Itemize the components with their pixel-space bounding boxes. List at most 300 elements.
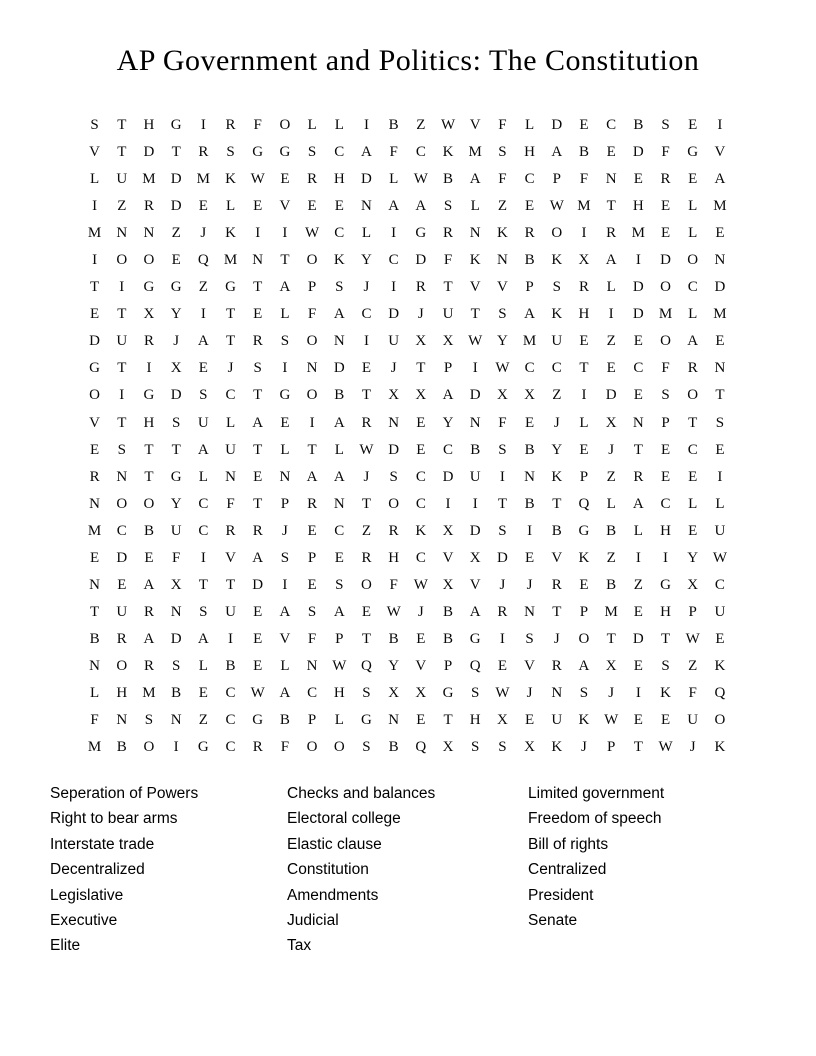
grid-cell: C [116,522,127,539]
grid-cell: M [604,603,618,620]
grid-cell: E [90,549,100,566]
grid-cell: B [606,522,617,539]
grid-cell: Q [415,739,427,756]
grid-cell: T [361,387,372,404]
grid-cell: U [116,603,128,620]
grid-cell: S [280,333,290,350]
grid-cell: E [198,685,208,701]
grid-cell: S [471,739,480,756]
grid-cell: A [197,441,209,458]
grid-cell: Z [171,225,181,242]
grid-cell: E [633,171,643,188]
grid-cell: O [116,252,128,269]
grid-cell: N [632,414,644,431]
grid-cell: M [522,333,537,350]
grid-cell: Z [497,198,507,215]
grid-cell: G [197,739,209,756]
grid-cell: N [496,252,508,269]
grid-cell: X [170,360,182,377]
grid-cell: I [717,117,723,134]
grid-cell: B [443,630,454,647]
grid-cell: R [252,739,263,756]
grid-cell: R [307,495,318,512]
grid-cell: I [391,279,397,296]
grid-cell: E [579,576,589,593]
grid-cell: E [660,712,671,729]
grid-cell: E [688,171,698,188]
grid-cell: T [280,252,290,269]
grid-cell: H [388,549,400,566]
grid-cell: E [416,630,426,647]
grid-cell: A [333,603,345,620]
puzzle-title: AP Government and Politics: The Constitution [116,44,700,77]
grid-cell: C [551,360,562,377]
grid-cell: M [631,225,646,242]
grid-cell: T [633,739,643,756]
grid-cell: N [89,657,101,674]
grid-cell: S [199,603,208,620]
grid-cell: D [496,549,508,566]
grid-cell: E [307,576,317,593]
grid-cell: E [90,306,100,323]
grid-cell: R [307,171,318,188]
grid-cell: P [661,414,670,431]
grid-cell: O [143,495,155,512]
grid-cell: T [144,468,154,485]
grid-cell: U [687,712,699,729]
grid-cell: E [606,360,616,377]
grid-cell: D [632,144,644,161]
grid-cell: G [279,144,291,161]
grid-cell: Z [606,333,616,350]
grid-cell: L [715,495,725,512]
grid-cell: C [687,279,698,296]
grid-cell: O [116,657,128,674]
grid-cell: R [89,468,100,485]
grid-cell: T [117,360,127,377]
grid-cell: V [279,630,291,647]
grid-cell: F [90,712,99,729]
grid-cell: U [551,712,563,729]
grid-cell: L [198,468,208,485]
grid-cell: O [551,225,563,242]
word-list-item: Judicial [287,912,339,930]
word-list-item: Decentralized [50,861,145,879]
grid-cell: S [443,198,453,215]
grid-cell: O [279,117,291,134]
grid-cell: D [361,171,372,188]
grid-cell: P [688,603,697,620]
grid-cell: C [415,468,426,485]
grid-cell: Q [714,685,726,701]
grid-cell: V [89,144,101,161]
grid-cell: U [225,441,236,458]
grid-cell: D [170,630,182,647]
grid-cell: E [688,117,698,134]
grid-cell: O [306,387,318,404]
grid-cell: P [579,603,589,620]
grid-cell: K [660,685,671,701]
grid-cell: H [632,198,644,215]
grid-cell: M [87,522,102,539]
grid-cell: S [498,441,507,458]
grid-cell: J [173,333,180,350]
grid-cell: V [469,576,481,593]
word-list-item: Executive [50,912,118,930]
grid-cell: T [253,495,263,512]
grid-cell: E [334,549,344,566]
grid-cell: V [469,117,481,134]
grid-cell: F [688,685,697,701]
grid-cell: S [471,685,480,701]
grid-cell: X [605,657,617,674]
grid-cell: L [579,414,589,431]
grid-cell: B [279,712,290,729]
grid-cell: B [606,576,617,593]
grid-cell: O [143,739,155,756]
grid-cell: Q [197,252,209,269]
grid-cell: S [199,387,208,404]
grid-cell: S [661,387,670,404]
grid-cell: W [495,685,510,701]
grid-cell: W [305,225,320,242]
grid-cell: Y [496,333,508,350]
grid-cell: P [307,549,317,566]
grid-cell: S [661,657,670,674]
word-list-item: Checks and balances [287,785,436,802]
grid-cell: E [280,171,290,188]
grid-cell: F [498,171,507,188]
grid-cell: W [359,441,374,458]
grid-cell: F [307,630,317,647]
grid-cell: V [89,414,101,431]
grid-cell: L [225,198,236,215]
word-list-item: Elite [50,937,81,955]
grid-cell: X [687,576,699,593]
grid-cell: T [361,630,372,647]
grid-cell: D [89,333,101,350]
grid-cell: E [416,712,426,729]
grid-cell: D [632,306,644,323]
word-list-column-3 [528,781,664,933]
grid-cell: X [469,549,481,566]
grid-cell: C [334,144,345,161]
grid-cell: E [715,333,725,350]
grid-cell: D [605,387,617,404]
grid-cell: T [688,414,698,431]
grid-cell: S [117,441,126,458]
grid-cell: H [469,712,481,729]
grid-cell: D [632,630,644,647]
grid-cell: V [496,279,508,296]
grid-cell: A [687,333,699,350]
grid-cell: X [388,685,400,701]
grid-cell: C [198,522,209,539]
grid-cell: Q [469,657,481,674]
grid-cell: C [198,495,209,512]
grid-cell: M [577,198,591,215]
grid-cell: D [388,441,400,458]
grid-cell: G [279,387,291,404]
grid-cell: B [89,630,100,647]
grid-cell: C [225,685,236,701]
grid-cell: E [525,549,535,566]
grid-cell: A [469,171,481,188]
grid-cell: X [442,739,454,756]
grid-cell: N [388,712,400,729]
grid-cell: I [527,522,533,539]
grid-cell: S [579,685,589,701]
grid-cell: L [688,198,698,215]
grid-cell: K [469,252,481,269]
grid-cell: N [551,685,563,701]
grid-cell: O [306,739,318,756]
grid-cell: H [143,414,155,431]
grid-cell: N [116,225,128,242]
grid-cell: L [90,685,100,701]
grid-cell: A [632,495,644,512]
grid-cell: E [144,549,154,566]
grid-cell: R [361,414,372,431]
grid-cell: O [89,387,101,404]
grid-cell: C [687,441,698,458]
grid-cell: J [363,468,370,485]
grid-cell: S [253,360,262,377]
grid-cell: R [198,144,209,161]
grid-cell: E [253,198,263,215]
grid-cell: E [660,198,671,215]
grid-cell: N [333,495,345,512]
grid-cell: V [469,279,481,296]
grid-cell: T [117,306,127,323]
grid-cell: J [608,685,615,701]
grid-cell: F [498,414,507,431]
grid-cell: B [334,387,345,404]
grid-cell: W [440,117,456,134]
word-list-item: Amendments [287,886,379,904]
grid-cell: U [714,522,726,539]
grid-cell: G [660,576,671,593]
grid-cell: A [469,603,481,620]
grid-cell: T [416,360,426,377]
grid-cell: N [469,414,481,431]
grid-cell: A [279,279,291,296]
grid-cell: N [388,414,400,431]
grid-cell: D [415,252,427,269]
grid-cell: N [252,252,264,269]
grid-cell: R [443,225,454,242]
grid-cell: W [468,333,483,350]
grid-cell: E [525,712,535,729]
grid-cell: N [225,468,236,485]
grid-cell: J [689,739,696,756]
grid-cell: S [525,630,534,647]
grid-cell: S [362,739,371,756]
grid-cell: Y [442,414,454,431]
grid-cell: T [171,441,181,458]
grid-cell: E [307,198,317,215]
word-list-item: Interstate trade [50,835,155,853]
letter-grid [81,112,734,761]
grid-cell: R [143,603,154,620]
grid-cell: N [170,712,182,729]
grid-cell: S [362,685,371,701]
grid-cell: E [280,414,290,431]
grid-cell: K [225,171,236,188]
grid-cell: Y [170,495,182,512]
grid-cell: F [226,495,235,512]
grid-cell: H [524,144,536,161]
grid-cell: C [524,360,535,377]
grid-cell: E [253,630,263,647]
grid-cell: K [496,225,508,242]
grid-cell: S [335,279,344,296]
grid-cell: F [280,739,290,756]
grid-cell: M [196,171,211,188]
grid-cell: T [90,603,100,620]
grid-cell: D [469,522,481,539]
word-list-item: Right to bear arms [50,810,178,828]
grid-cell: E [198,360,208,377]
grid-cell: I [363,333,369,350]
grid-cell: R [143,198,154,215]
grid-cell: R [633,468,644,485]
grid-cell: S [307,144,317,161]
grid-cell: E [660,225,671,242]
grid-cell: E [253,468,263,485]
grid-cell: A [143,576,155,593]
grid-cell: E [253,657,263,674]
grid-cell: E [688,468,698,485]
grid-cell: C [334,522,345,539]
grid-cell: I [363,117,369,134]
grid-cell: L [334,117,344,134]
word-list-item: Elastic clause [287,835,382,853]
grid-cell: I [309,414,315,431]
grid-cell: G [143,279,155,296]
grid-cell: F [661,360,670,377]
grid-cell: I [282,225,288,242]
grid-cell: C [361,306,372,323]
grid-cell: I [228,630,234,647]
grid-cell: W [685,630,700,647]
grid-cell: B [524,441,535,458]
grid-cell: K [225,225,236,242]
grid-cell: X [415,333,427,350]
grid-cell: O [660,279,671,296]
grid-cell: I [499,468,505,485]
grid-cell: A [524,306,536,323]
grid-cell: C [225,712,236,729]
grid-cell: O [687,252,699,269]
grid-cell: S [715,414,725,431]
grid-cell: G [170,117,182,134]
grid-cell: W [386,603,401,620]
grid-cell: U [170,522,182,539]
grid-cell: X [605,414,617,431]
grid-cell: U [225,603,236,620]
grid-cell: J [608,441,615,458]
grid-cell: T [225,576,236,593]
grid-cell: L [470,198,480,215]
grid-cell: A [333,414,345,431]
grid-cell: X [578,252,590,269]
word-list-item: Tax [287,937,312,955]
grid-cell: N [143,225,155,242]
grid-cell: I [146,360,152,377]
grid-cell: S [307,603,317,620]
grid-cell: R [143,333,154,350]
grid-cell: T [144,441,154,458]
grid-cell: J [363,279,370,296]
grid-cell: E [715,225,725,242]
grid-cell: L [307,117,317,134]
grid-cell: G [442,685,454,701]
grid-cell: T [225,333,236,350]
grid-cell: C [415,549,426,566]
grid-cell: C [443,441,454,458]
word-list-item: Limited government [528,785,665,802]
grid-cell: A [143,630,155,647]
grid-cell: J [227,360,234,377]
grid-cell: A [415,198,427,215]
grid-cell: N [361,198,372,215]
grid-cell: T [117,414,127,431]
grid-cell: A [306,468,318,485]
grid-cell: T [225,306,236,323]
grid-cell: X [415,387,427,404]
grid-cell: C [225,387,236,404]
grid-cell: U [551,333,563,350]
grid-cell: W [413,171,428,188]
grid-cell: B [143,522,154,539]
grid-cell: C [524,171,535,188]
grid-cell: I [391,225,397,242]
grid-cell: I [92,198,98,215]
grid-cell: I [119,279,125,296]
grid-cell: I [119,387,125,404]
grid-cell: N [116,468,128,485]
grid-cell: E [497,657,507,674]
grid-cell: E [660,468,671,485]
grid-cell: Z [198,279,208,296]
grid-cell: S [552,279,561,296]
grid-cell: J [553,630,560,647]
grid-cell: F [389,144,398,161]
grid-cell: R [388,522,399,539]
grid-cell: J [390,360,397,377]
grid-cell: J [526,576,533,593]
word-list-column-1 [50,781,198,959]
grid-cell: D [170,171,182,188]
grid-cell: I [581,387,587,404]
grid-cell: R [252,333,263,350]
grid-cell: X [442,522,454,539]
grid-cell: X [524,387,536,404]
grid-cell: N [306,360,318,377]
grid-cell: K [415,522,427,539]
grid-cell: M [87,225,102,242]
grid-cell: T [253,387,263,404]
grid-cell: R [578,279,589,296]
grid-cell: U [442,306,454,323]
grid-cell: C [606,117,617,134]
grid-cell: J [417,603,424,620]
grid-cell: K [551,306,563,323]
grid-cell: P [552,171,561,188]
grid-cell: H [333,171,345,188]
grid-cell: S [226,144,235,161]
